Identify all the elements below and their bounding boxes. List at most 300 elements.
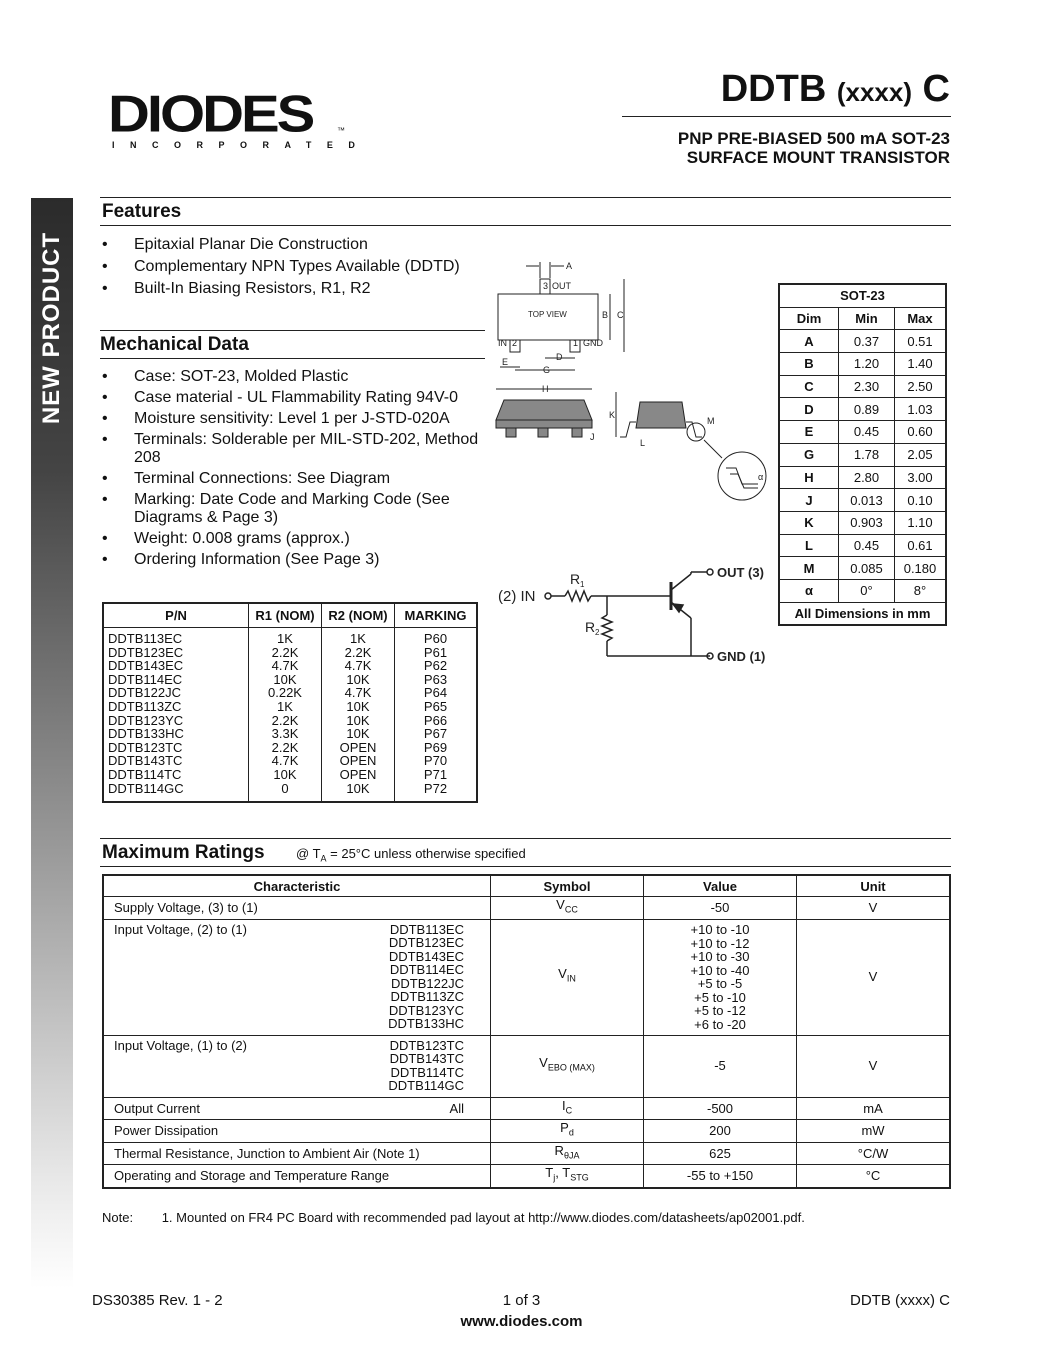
ratings-header-row (103, 875, 950, 897)
mechanical-item: • Case material - UL Flammability Rating 94V-0 (102, 389, 482, 407)
ratings-value-cell (644, 1165, 797, 1188)
dim-cell: 1.20 (839, 353, 895, 376)
page-subtitle (678, 129, 950, 167)
pin2-number: 2 (512, 338, 518, 348)
ratings-underline (100, 866, 951, 867)
dim-cell: 0.013 (839, 489, 895, 512)
dim-cell: A (779, 330, 839, 353)
dim-cell: 0.903 (839, 511, 895, 534)
pn-cell: 10K (322, 782, 395, 803)
dim-cell: 0.10 (895, 489, 947, 512)
pn-table-row (103, 686, 477, 700)
ratings-unit-cell: mW (797, 1120, 951, 1143)
characteristic-part: All (449, 1100, 464, 1116)
dim-cell: 3.00 (895, 466, 947, 489)
rating-value: -5 (714, 1058, 726, 1074)
ratings-rule (100, 838, 951, 839)
symbol-text: R (554, 1142, 564, 1158)
symbol-text: P (560, 1120, 569, 1136)
side-view-lead (506, 428, 516, 437)
pn-cell: P63 (395, 673, 478, 687)
pn-col-header: R1 (NOM) (249, 603, 322, 628)
characteristic-part: DDTB113EC (389, 921, 464, 937)
ratings-title: Maximum Ratings (102, 842, 265, 863)
out-label: OUT (552, 281, 571, 291)
ratings-col-header: Symbol (491, 875, 644, 897)
ratings-characteristic-cell (103, 1035, 491, 1097)
page-title (721, 68, 950, 111)
ratings-table-row (103, 1097, 950, 1120)
pn-cell: 10K (322, 727, 395, 741)
dim-cell: 2.50 (895, 375, 947, 398)
r2-label: R (585, 619, 596, 635)
footer-url[interactable]: www.diodes.com (460, 1313, 583, 1330)
ratings-col-header: Characteristic (103, 875, 491, 897)
dim-header-row (779, 307, 946, 330)
dim-cell: E (779, 421, 839, 444)
features-item: • Epitaxial Planar Die Construction (102, 236, 462, 254)
dim-col-header: Max (895, 307, 947, 330)
pn-table-body (103, 628, 477, 803)
pn-table-row (103, 782, 477, 803)
sot23-dimension-table (778, 283, 947, 626)
ratings-table-row (103, 1165, 950, 1188)
detail-lead-profile (726, 468, 758, 484)
pn-table-row (103, 700, 477, 714)
side-view-lead (538, 428, 548, 437)
subtitle-line-2: SURFACE MOUNT TRANSISTOR (686, 148, 950, 167)
symbol-subscript: STG (570, 1172, 589, 1183)
dim-table-row (779, 375, 946, 398)
characteristic-part: DDTB114TC (390, 1064, 464, 1080)
dim-table-row (779, 330, 946, 353)
footer-doc-number: DS30385 Rev. 1 - 2 (92, 1292, 223, 1309)
r1-label: R (570, 571, 581, 587)
dim-table-row (779, 466, 946, 489)
dim-cell: 1.10 (895, 511, 947, 534)
dim-table-body (779, 330, 946, 602)
end-view-body (636, 402, 686, 428)
max-ratings-table (102, 874, 951, 1189)
dim-table-row (779, 511, 946, 534)
dim-k-label: K (609, 410, 616, 420)
r1-resistor (565, 591, 591, 601)
dim-table-row (779, 557, 946, 580)
characteristic-part: DDTB123EC (388, 935, 464, 950)
pn-cell: 2.2K (249, 646, 322, 660)
rating-value: +5 to -10 (694, 989, 746, 1005)
pn-header-row (103, 603, 477, 628)
dim-cell: 0.89 (839, 398, 895, 421)
footer-part-name: DDTB (xxxx) C (850, 1292, 950, 1309)
pn-cell: 0.22K (249, 686, 322, 700)
features-rule (100, 197, 951, 198)
symbol-text: V (558, 966, 567, 982)
mechanical-item: • Weight: 0.008 grams (approx.) (102, 530, 482, 548)
part-number-table (102, 602, 478, 803)
mechanical-rule (100, 330, 485, 331)
symbol-subscript: IN (566, 974, 576, 985)
ratings-unit-cell: °C/W (797, 1142, 951, 1165)
dim-cell: 0.51 (895, 330, 947, 353)
pn-cell: P61 (395, 646, 478, 660)
symbol-subscript: CC (564, 904, 578, 915)
sidebar-label: NEW PRODUCT (38, 231, 66, 425)
pn-cell: P60 (395, 628, 478, 646)
rating-value: -50 (710, 900, 730, 915)
footnote (102, 1210, 805, 1225)
detail-circle (687, 423, 705, 441)
out-terminal (707, 569, 713, 575)
characteristic-part: DDTB123YC (388, 1002, 464, 1018)
dim-cell: B (779, 353, 839, 376)
ratings-value-cell (644, 897, 797, 920)
pn-table-row (103, 754, 477, 768)
dim-table-row (779, 579, 946, 602)
features-item: • Built-In Biasing Resistors, R1, R2 (102, 280, 462, 298)
symbol-subscript: C (565, 1105, 573, 1116)
dim-h-label: H (542, 384, 549, 394)
ratings-characteristic-cell (103, 1097, 491, 1120)
features-underline (100, 225, 951, 226)
pn-col-header: MARKING (395, 603, 478, 628)
ratings-value-cell (644, 919, 797, 1035)
rating-value: +10 to -12 (690, 935, 750, 951)
pn-cell: 2.2K (249, 714, 322, 728)
ratings-value-cell (644, 1142, 797, 1165)
characteristic-part: DDTB114EC (389, 962, 464, 977)
characteristic-text: Power Dissipation (114, 1123, 219, 1138)
pn-cell: 1K (249, 628, 322, 646)
mechanical-list (102, 368, 482, 569)
pn-cell: DDTB122JC (103, 686, 249, 700)
dim-cell: 0.45 (839, 534, 895, 557)
pn-cell: OPEN (322, 741, 395, 755)
circuit-out-label: OUT (3) (717, 565, 764, 580)
pn-cell: DDTB143TC (103, 754, 249, 768)
pn-cell: 1K (249, 700, 322, 714)
pn-table-row (103, 628, 477, 646)
ratings-value-cell (644, 1035, 797, 1097)
dim-cell: α (779, 579, 839, 602)
ratings-col-header: Value (644, 875, 797, 897)
features-title: Features (102, 201, 182, 222)
ratings-symbol-cell (491, 1097, 644, 1120)
dim-cell: 1.78 (839, 443, 895, 466)
dim-table-row (779, 443, 946, 466)
pn-cell: DDTB114GC (103, 782, 249, 803)
pn-cell: DDTB123YC (103, 714, 249, 728)
dim-c-label: C (617, 310, 624, 320)
pn-cell: P67 (395, 727, 478, 741)
ratings-unit-cell: V (797, 919, 951, 1035)
dim-e-label: E (502, 357, 509, 367)
symbol-text: T (545, 1165, 554, 1181)
pn-cell: 4.7K (322, 659, 395, 673)
characteristic-part: DDTB143TC (389, 1051, 464, 1066)
symbol-text: I (561, 1097, 566, 1113)
top-view-label: TOP VIEW (528, 310, 567, 319)
pn-cell: DDTB143EC (103, 659, 249, 673)
rating-value: 625 (709, 1145, 731, 1161)
symbol-subscript: j (553, 1172, 556, 1183)
pn-cell: 10K (322, 673, 395, 687)
pn-cell: 10K (249, 673, 322, 687)
note-label: Note: (102, 1210, 134, 1225)
pn-cell: P72 (395, 782, 478, 803)
pn-cell: 10K (249, 768, 322, 782)
dim-cell: C (779, 375, 839, 398)
ratings-table-row (103, 1120, 950, 1143)
ratings-characteristic-cell (103, 1142, 491, 1165)
trademark-symbol: ™ (337, 126, 345, 135)
ratings-characteristic-cell (103, 1165, 491, 1188)
ratings-condition (296, 846, 526, 864)
ratings-value-cell (644, 1097, 797, 1120)
pn-cell: DDTB133HC (103, 727, 249, 741)
gnd-label: GND (583, 338, 603, 348)
mechanical-item: • Marking: Date Code and Marking Code (See Diagrams & Page 3) (102, 491, 482, 527)
dim-cell: 1.40 (895, 353, 947, 376)
ratings-symbol-cell (491, 897, 644, 920)
pn-cell: DDTB123EC (103, 646, 249, 660)
dim-cell: 0.45 (839, 421, 895, 444)
pn-cell: 3.3K (249, 727, 322, 741)
mechanical-item: • Case: SOT-23, Molded Plastic (102, 368, 482, 386)
features-list (102, 236, 462, 298)
dim-table-title: SOT-23 (779, 284, 946, 307)
dim-m-label: M (707, 416, 715, 426)
mechanical-item: • Terminals: Solderable per MIL-STD-202, Method 208 (102, 431, 482, 467)
dim-cell: 0.085 (839, 557, 895, 580)
pn-cell: 4.7K (249, 659, 322, 673)
mechanical-title: Mechanical Data (100, 334, 249, 355)
symbol-subscript: d (568, 1127, 574, 1138)
dim-col-header: Min (839, 307, 895, 330)
ratings-characteristic-cell (103, 919, 491, 1035)
detail-leader (704, 440, 722, 458)
ratings-value-cell (644, 1120, 797, 1143)
characteristic-part: DDTB123TC (389, 1037, 464, 1053)
in-label: IN (498, 338, 507, 348)
rating-value: +6 to -20 (694, 1016, 746, 1032)
pin3-number: 3 (543, 281, 549, 291)
pn-cell: OPEN (322, 768, 395, 782)
symbol-text: V (539, 1055, 548, 1071)
characteristic-text: Input Voltage, (2) to (1) (114, 921, 247, 937)
pn-table-row (103, 727, 477, 741)
condition-post: = 25°C unless otherwise specified (326, 846, 526, 861)
symbol-subscript: θJA (563, 1150, 580, 1161)
pn-cell: 2.2K (249, 741, 322, 755)
characteristic-part: DDTB133HC (388, 1016, 464, 1031)
condition-sub: A (320, 853, 327, 864)
pn-cell: DDTB114EC (103, 673, 249, 687)
characteristic-part: DDTB114GC (388, 1078, 464, 1093)
mechanical-item: • Terminal Connections: See Diagram (102, 470, 482, 488)
dim-cell: K (779, 511, 839, 534)
characteristic-part: DDTB113ZC (390, 989, 464, 1004)
dim-cell: J (779, 489, 839, 512)
characteristic-text: Output Current (114, 1100, 200, 1116)
ratings-table-row (103, 1035, 950, 1097)
rating-value: 200 (709, 1123, 731, 1138)
dim-a-label: A (566, 261, 573, 271)
r2-resistor (602, 615, 612, 641)
characteristic-part: DDTB122JC (391, 975, 464, 991)
dim-cell: 0° (839, 579, 895, 602)
logo-subtitle: INCORPORATED (112, 140, 371, 150)
ratings-unit-cell: mA (797, 1097, 951, 1120)
pn-table-row (103, 741, 477, 755)
rating-value: +10 to -10 (690, 922, 750, 937)
pn-col-header: R2 (NOM) (322, 603, 395, 628)
pin1-number: 1 (573, 338, 579, 348)
ratings-table-row (103, 919, 950, 1035)
title-rule (622, 116, 951, 117)
dim-table-row (779, 353, 946, 376)
dim-cell: 2.05 (895, 443, 947, 466)
alpha-label: α (758, 472, 764, 482)
pn-table-row (103, 768, 477, 782)
title-paren: (xxxx) (836, 77, 912, 107)
dim-cell: 2.80 (839, 466, 895, 489)
dim-cell: H (779, 466, 839, 489)
pn-cell: P62 (395, 659, 478, 673)
pn-cell: DDTB114TC (103, 768, 249, 782)
title-end: C (922, 68, 950, 110)
dim-table-row (779, 489, 946, 512)
dim-table-footer: All Dimensions in mm (779, 602, 946, 625)
dim-cell: 2.30 (839, 375, 895, 398)
r2-sub: 2 (595, 628, 600, 637)
dim-cell: 0.180 (895, 557, 947, 580)
footer-page-number: 1 of 3 (502, 1292, 541, 1309)
dim-cell: M (779, 557, 839, 580)
rating-value: +5 to -5 (697, 976, 743, 991)
rating-value: -55 to +150 (686, 1168, 754, 1183)
ratings-table-row (103, 1142, 950, 1165)
pn-table-row (103, 659, 477, 673)
side-view-lead (572, 428, 582, 437)
rating-value: +5 to -12 (694, 1003, 746, 1018)
ratings-symbol-cell (491, 1035, 644, 1097)
pn-cell: DDTB123TC (103, 741, 249, 755)
pn-cell: P70 (395, 754, 478, 768)
pn-cell: OPEN (322, 754, 395, 768)
dim-cell: D (779, 398, 839, 421)
symbol-subscript: EBO (MAX) (547, 1063, 595, 1074)
ratings-col-header: Unit (797, 875, 951, 897)
dim-g-label: G (543, 365, 551, 375)
pn-cell: 4.7K (249, 754, 322, 768)
end-view-lead (620, 422, 636, 437)
note-text: 1. Mounted on FR4 PC Board with recommended pad layout at http://www.diodes.com/datasheets/ap02001.pdf. (161, 1210, 805, 1225)
condition-pre: @ T (296, 846, 321, 861)
dim-table-row (779, 534, 946, 557)
sot23-package-diagram (490, 252, 775, 502)
ratings-symbol-cell (491, 1142, 644, 1165)
features-item: • Complementary NPN Types Available (DDTD) (102, 258, 462, 276)
pn-table-row (103, 714, 477, 728)
dim-cell: 8° (895, 579, 947, 602)
ratings-characteristic-cell (103, 1120, 491, 1143)
ratings-unit-cell: °C (797, 1165, 951, 1188)
dim-cell: 0.61 (895, 534, 947, 557)
pn-table-row (103, 646, 477, 660)
symbol-text: V (556, 897, 565, 913)
pn-cell: P64 (395, 686, 478, 700)
dim-table-row (779, 398, 946, 421)
circuit-gnd-label: GND (1) (717, 649, 766, 664)
ratings-table-body (103, 897, 950, 1188)
pn-cell: DDTB113EC (103, 628, 249, 646)
characteristic-text: Supply Voltage, (3) to (1) (114, 900, 258, 915)
characteristic-text: Operating and Storage and Temperature Range (114, 1168, 390, 1183)
mechanical-underline (100, 358, 485, 359)
symbol-text: , T (555, 1165, 571, 1181)
new-product-sidebar (31, 198, 73, 1288)
ratings-symbol-cell (491, 1120, 644, 1143)
title-main: DDTB (720, 68, 827, 110)
pn-table-row (103, 673, 477, 687)
logo-word: DIODES (108, 84, 313, 144)
characteristic-text: Input Voltage, (1) to (2) (114, 1037, 247, 1053)
dim-cell: 1.03 (895, 398, 947, 421)
circuit-schematic (495, 560, 785, 675)
mechanical-item: • Moisture sensitivity: Level 1 per J-STD-020A (102, 410, 482, 428)
pn-cell: 4.7K (322, 686, 395, 700)
dim-l-label: L (640, 438, 646, 448)
dim-col-header: Dim (779, 307, 839, 330)
pn-cell: 10K (322, 714, 395, 728)
pn-cell: P65 (395, 700, 478, 714)
r1-sub: 1 (580, 580, 585, 589)
ratings-characteristic-cell (103, 897, 491, 920)
pn-cell: P71 (395, 768, 478, 782)
dim-d-label: D (556, 352, 563, 362)
dim-table-row (779, 421, 946, 444)
rating-value: +10 to -40 (690, 962, 750, 978)
rating-value: -500 (706, 1100, 734, 1116)
rating-value: +10 to -30 (690, 949, 750, 964)
ratings-unit-cell: V (797, 897, 951, 920)
pn-cell: 2.2K (322, 646, 395, 660)
ratings-table-row (103, 897, 950, 920)
dim-cell: 0.60 (895, 421, 947, 444)
pn-cell: 10K (322, 700, 395, 714)
dim-cell: 0.37 (839, 330, 895, 353)
pn-cell: 1K (322, 628, 395, 646)
in-terminal (545, 593, 551, 599)
subtitle-line-1: PNP PRE-BIASED 500 mA SOT-23 (677, 129, 950, 148)
pn-cell: 0 (249, 782, 322, 803)
pn-cell: DDTB113ZC (103, 700, 249, 714)
ratings-symbol-cell (491, 1165, 644, 1188)
dim-cell: G (779, 443, 839, 466)
dim-cell: L (779, 534, 839, 557)
side-view-body (496, 400, 592, 420)
mechanical-item: • Ordering Information (See Page 3) (102, 551, 482, 569)
ratings-unit-cell: V (797, 1035, 951, 1097)
circuit-in-label: (2) IN (498, 588, 536, 605)
transistor-collector (671, 574, 691, 590)
pn-col-header: P/N (103, 603, 249, 628)
pn-cell: P66 (395, 714, 478, 728)
dim-b-label: B (602, 310, 609, 320)
characteristic-part: DDTB143EC (388, 948, 464, 964)
dim-j-label: J (590, 432, 595, 442)
